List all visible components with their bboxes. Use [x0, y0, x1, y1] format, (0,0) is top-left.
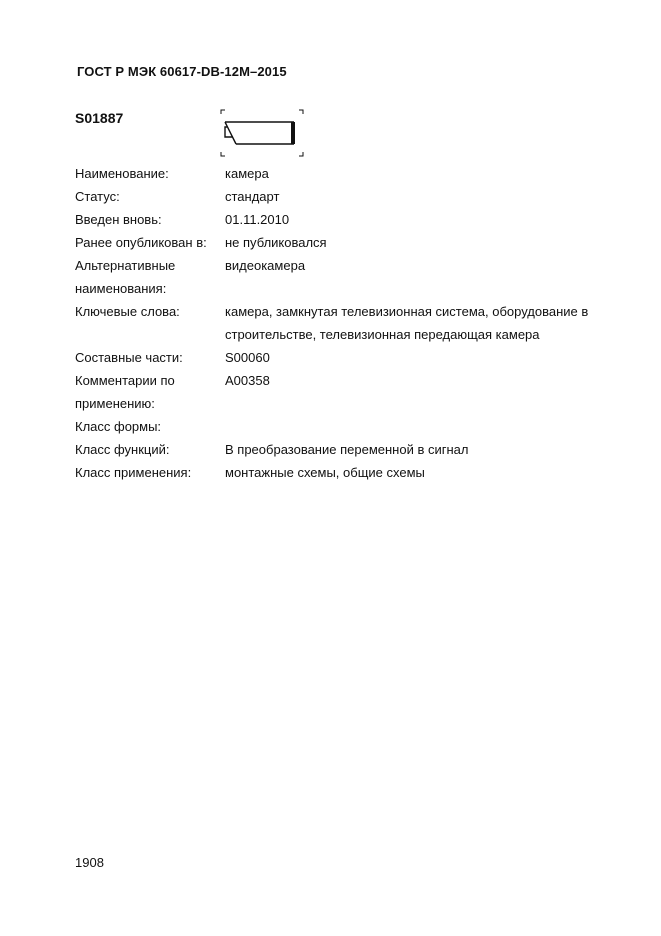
property-label: Класс формы:: [75, 419, 162, 434]
property-value: стандарт: [225, 189, 280, 204]
camera-symbol-icon: [220, 109, 304, 157]
property-label: Комментарии по применению:: [75, 373, 175, 411]
document-header: ГОСТ Р МЭК 60617-DB-12M–2015: [77, 64, 287, 79]
property-row-function-class: [75, 438, 595, 461]
property-label: Ранее опубликован в:: [75, 235, 207, 250]
property-row-published: [75, 231, 595, 254]
property-value: не публиковался: [225, 235, 327, 250]
property-label: Альтернативные наименования:: [75, 258, 176, 296]
properties-list: [75, 162, 595, 484]
property-row-status: [75, 185, 595, 208]
property-row-keywords: [75, 300, 595, 346]
property-label: Класс применения:: [75, 465, 192, 480]
property-value: A00358: [225, 373, 270, 388]
property-label: Класс функций:: [75, 442, 170, 457]
property-row-application-class: [75, 461, 595, 484]
property-value: S00060: [225, 350, 270, 365]
symbol-code: S01887: [75, 110, 124, 126]
property-label: Введен вновь:: [75, 212, 162, 227]
property-label: Составные части:: [75, 350, 183, 365]
property-value: В преобразование переменной в сигнал: [225, 442, 469, 457]
property-row-application-notes: [75, 369, 595, 415]
property-value: [225, 415, 595, 438]
property-value: видеокамера: [225, 258, 306, 273]
property-row-components: [75, 346, 595, 369]
property-value: камера, замкнутая телевизионная система, оборудование в строительстве, телевизионная передающая камера: [225, 304, 589, 342]
property-row-alternative-names: [75, 254, 595, 300]
property-value: камера: [225, 166, 269, 181]
property-row-name: [75, 162, 595, 185]
page-number: 1908: [75, 855, 104, 870]
property-value: монтажные схемы, общие схемы: [225, 465, 425, 480]
property-label: Ключевые слова:: [75, 304, 180, 319]
property-row-shape-class: [75, 415, 595, 438]
property-label: Статус:: [75, 189, 120, 204]
property-label: Наименование:: [75, 166, 169, 181]
property-value: 01.11.2010: [225, 212, 290, 227]
property-row-introduced: [75, 208, 595, 231]
